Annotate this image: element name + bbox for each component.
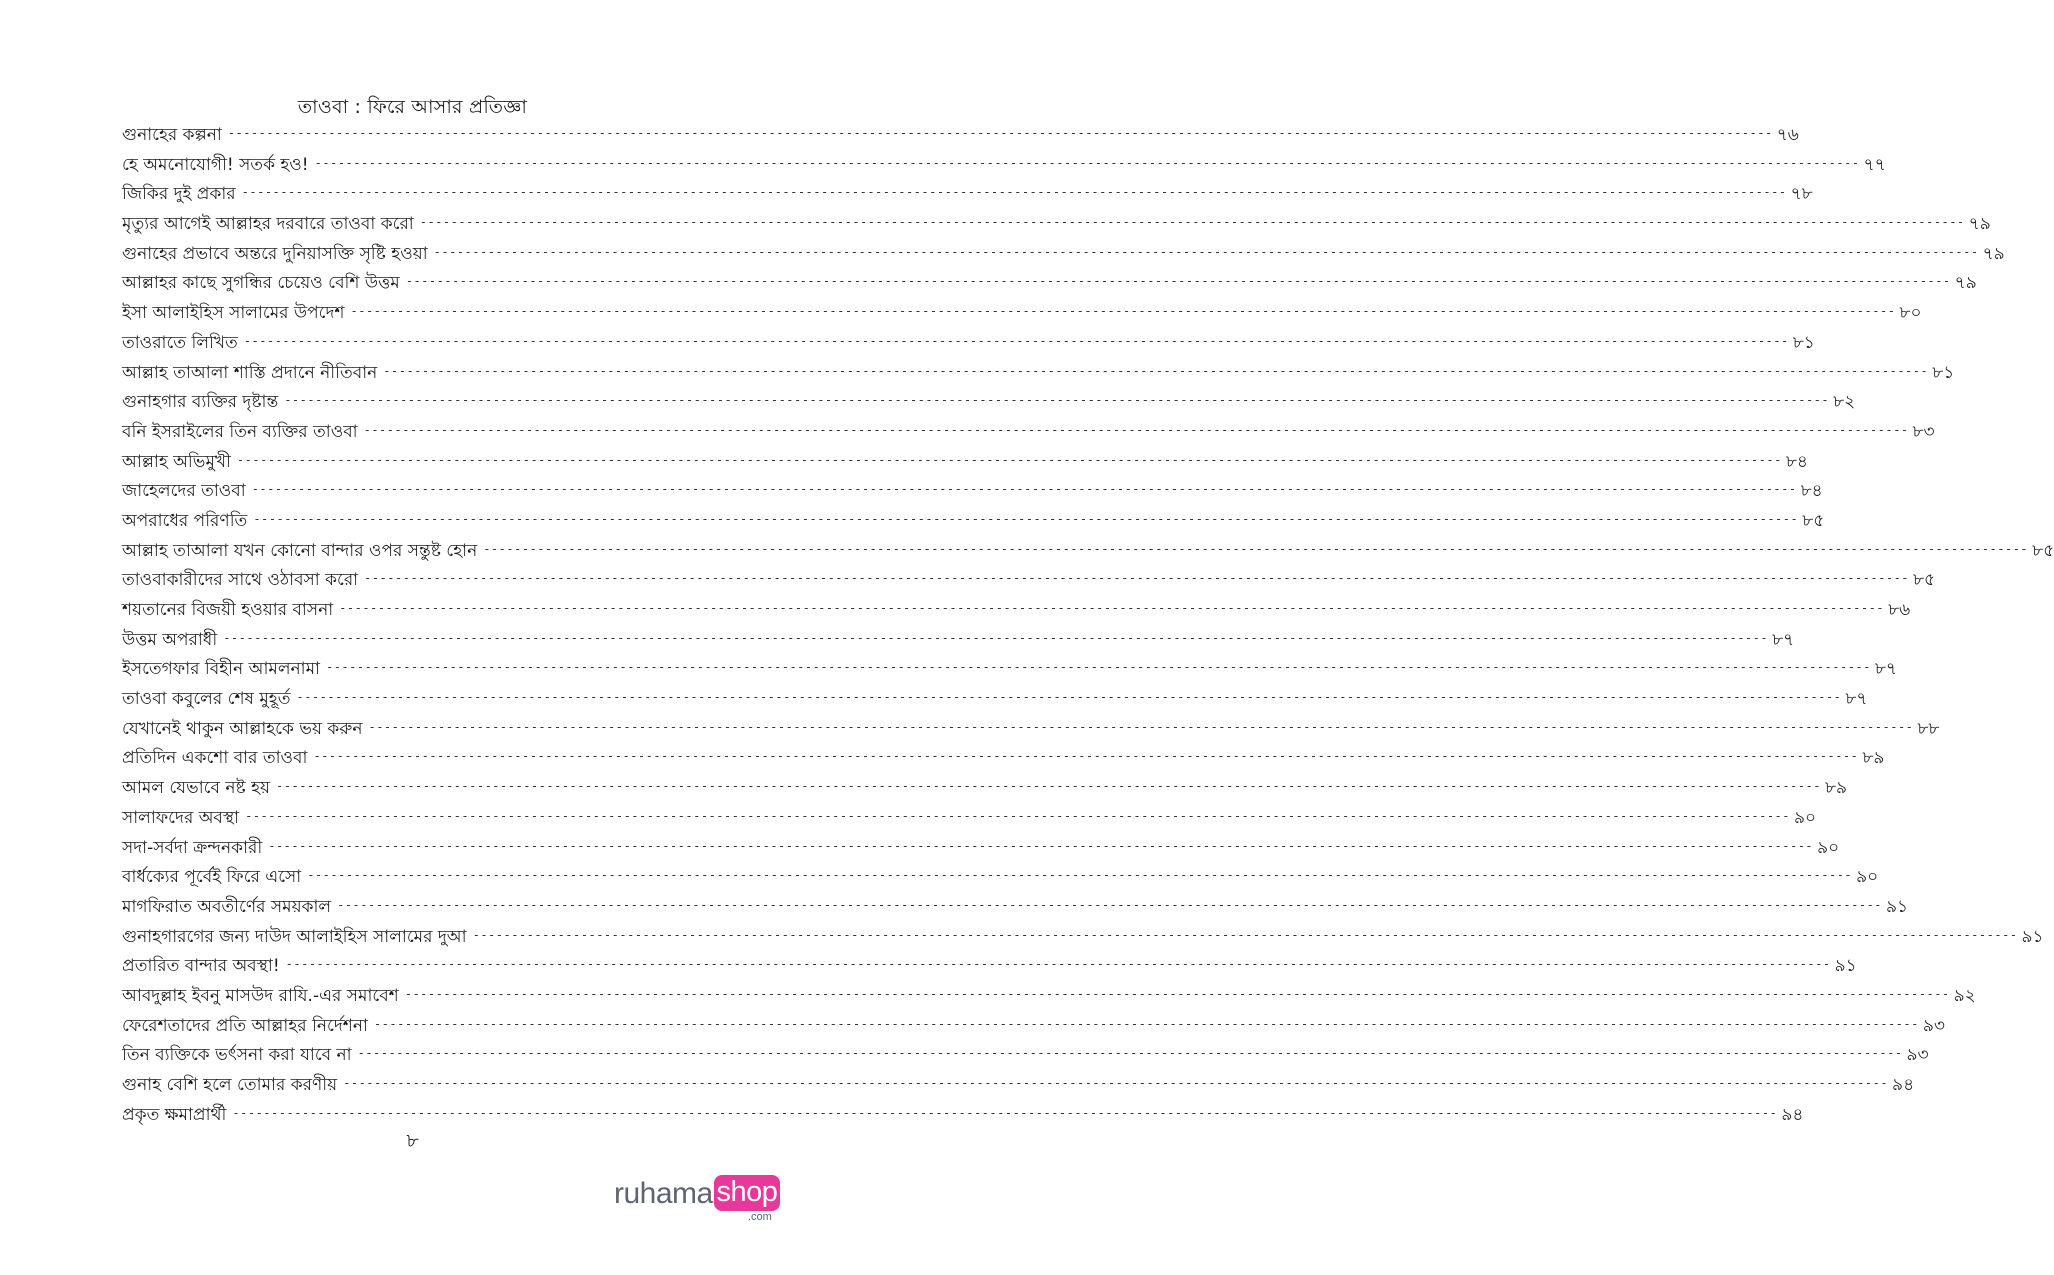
toc-entry-title: হে অমনোযোগী! সতর্ক হও! [122,154,309,175]
toc-entry-title: বার্ধক্যের পূর্বেই ফিরে এসো [122,867,302,888]
toc-entry-title: আমল যেভাবে নষ্ট হয় [122,778,271,799]
toc-entry-page: ৮১ [1792,332,1815,353]
toc-entry-title: প্রতিদিন একশো বার তাওবা [122,748,308,769]
toc-entry-title: শয়তানের বিজয়ী হওয়ার বাসনা [122,600,334,620]
toc-dot-leader: -------------------------------------------------------------------------------------------------------------------------------------------------------------------------------------------------------- [337,897,1883,912]
toc-dot-leader: -------------------------------------------------------------------------------------------------------------------------------------------------------------------------------------------------------- [433,244,1979,259]
toc-entry [122,924,2044,954]
toc-entry-page: ৯১ [1834,956,1857,977]
toc-dot-leader: -------------------------------------------------------------------------------------------------------------------------------------------------------------------------------------------------------- [236,452,1782,467]
toc-dot-leader: -------------------------------------------------------------------------------------------------------------------------------------------------------------------------------------------------------- [227,126,1773,140]
toc-entry-page: ৭৯ [1954,273,1977,294]
logo-shop-badge: shop [714,1175,780,1211]
toc-dot-leader: -------------------------------------------------------------------------------------------------------------------------------------------------------------------------------------------------------- [483,541,2029,556]
toc-entry-title: প্রতারিত বান্দার অবস্থা! [122,956,280,977]
toc-dot-leader: -------------------------------------------------------------------------------------------------------------------------------------------------------------------------------------------------------- [357,1046,1903,1061]
toc-entry [122,1072,1915,1102]
toc-entry [122,181,1813,211]
toc-entry-page: ৭৭ [1863,154,1886,175]
toc-entry-title: আল্লাহ অভিমুখী [122,451,231,472]
toc-dot-leader: -------------------------------------------------------------------------------------------------------------------------------------------------------------------------------------------------------- [314,155,1860,170]
toc-entry-page: ৯১ [1886,896,1909,917]
toc-entry-page: ৮৬ [1888,600,1911,620]
toc-entry-title: আল্লাহর কাছে সুগন্ধির চেয়েও বেশি উত্তম [122,273,400,294]
toc-entry [122,894,1909,924]
toc-dot-leader: -------------------------------------------------------------------------------------------------------------------------------------------------------------------------------------------------------- [284,393,1830,408]
toc-dot-leader: -------------------------------------------------------------------------------------------------------------------------------------------------------------------------------------------------------- [373,1016,1919,1031]
ruhama-shop-logo [614,1175,784,1225]
toc-dot-leader: -------------------------------------------------------------------------------------------------------------------------------------------------------------------------------------------------------- [241,185,1787,200]
toc-entry [122,478,1823,508]
toc-entry-title: অপরাধের পরিণতি [122,510,248,531]
toc-entry [122,1013,1945,1043]
toc-dot-leader: -------------------------------------------------------------------------------------------------------------------------------------------------------------------------------------------------------- [296,690,1842,705]
toc-entry-title: ইসতেগফার বিহীন আমলনামা [122,659,320,680]
toc-entry-title: প্রকৃত ক্ষমাপ্রার্থী [122,1104,227,1125]
toc-entry-page: ৮৫ [1802,510,1825,531]
toc-entry [122,864,1879,894]
toc-entry [122,211,1991,241]
toc-entry-title: তিন ব্যক্তিকে ভর্ৎসনা করা যাবে না [122,1045,352,1066]
toc-dot-leader: -------------------------------------------------------------------------------------------------------------------------------------------------------------------------------------------------------- [268,838,1814,853]
toc-entry-title: যেখানেই থাকুন আল্লাহকে ভয় করুন [122,718,363,739]
toc-entry [122,360,1955,390]
toc-entry-title: গুনাহ বেশি হলে তোমার করণীয় [122,1075,338,1095]
toc-entry-page: ৯৪ [1892,1075,1915,1095]
toc-dot-leader: -------------------------------------------------------------------------------------------------------------------------------------------------------------------------------------------------------- [350,304,1896,319]
toc-entry-page: ৯৩ [1906,1045,1929,1066]
toc-entry-title: মৃত্যুর আগেই আল্লাহর দরবারে তাওবা করো [122,214,414,235]
toc-dot-leader: -------------------------------------------------------------------------------------------------------------------------------------------------------------------------------------------------------- [243,333,1789,348]
toc-entry-page: ৮৯ [1824,778,1847,799]
toc-dot-leader: -------------------------------------------------------------------------------------------------------------------------------------------------------------------------------------------------------- [232,1105,1778,1120]
toc-entry-title: আল্লাহ তাআলা শাস্তি প্রদানে নীতিবান [122,362,378,383]
toc-dot-leader: -------------------------------------------------------------------------------------------------------------------------------------------------------------------------------------------------------- [285,957,1831,972]
toc-entry [122,152,1886,182]
toc-entry [122,270,1977,300]
toc-dot-leader: -------------------------------------------------------------------------------------------------------------------------------------------------------------------------------------------------------- [245,808,1790,823]
toc-entry [122,686,1868,716]
toc-entry-page: ৮২ [1833,392,1856,413]
toc-entry-title: তাওবাকারীদের সাথে ওঠাবসা করো [122,570,359,591]
toc-dot-leader: -------------------------------------------------------------------------------------------------------------------------------------------------------------------------------------------------------- [223,630,1769,645]
toc-dot-leader: -------------------------------------------------------------------------------------------------------------------------------------------------------------------------------------------------------- [363,422,1909,437]
toc-entry [122,983,1976,1013]
toc-entry-page: ৮৫ [2032,540,2054,561]
toc-entry-title: মাগফিরাত অবতীর্ণের সময়কাল [122,896,332,917]
toc-dot-leader: -------------------------------------------------------------------------------------------------------------------------------------------------------------------------------------------------------- [339,601,1885,615]
toc-entry [122,953,1857,983]
toc-entry [122,775,1847,805]
toc-dot-leader: -------------------------------------------------------------------------------------------------------------------------------------------------------------------------------------------------------- [251,482,1797,497]
logo-ruhama-text: ruhama [614,1177,713,1210]
toc-entry [122,122,1799,152]
toc-entry-title: গুনাহগারগের জন্য দাউদ আলাইহিস সালামের দুআ [122,926,467,947]
toc-dot-leader: -------------------------------------------------------------------------------------------------------------------------------------------------------------------------------------------------------- [405,274,1951,289]
table-of-contents [122,122,2054,1131]
toc-entry [122,835,1840,865]
toc-entry-page: ৮০ [1899,303,1922,324]
toc-entry [122,300,1922,330]
toc-entry-page: ৭৯ [1982,243,2005,264]
toc-entry-title: গুনাহের কল্পনা [122,125,222,145]
toc-entry [122,241,2005,271]
toc-entry [122,627,1795,657]
toc-entry [122,419,1935,449]
toc-entry [122,389,1856,419]
toc-entry-title: সালাফদের অবস্থা [122,807,240,828]
toc-entry-title: গুনাহগার ব্যক্তির দৃষ্টান্ত [122,392,279,413]
toc-entry-page: ৮৪ [1800,481,1823,502]
toc-entry-title: জাহেলদের তাওবা [122,481,246,502]
toc-entry-title: তাওরাতে লিখিত [122,332,238,353]
toc-entry-page: ৯১ [2021,926,2044,947]
toc-dot-leader: -------------------------------------------------------------------------------------------------------------------------------------------------------------------------------------------------------- [313,749,1859,764]
toc-entry-title: ইসা আলাইহিস সালামের উপদেশ [122,303,345,324]
toc-entry-page: ৯৪ [1781,1104,1804,1125]
toc-entry-page: ৮৮ [1917,718,1940,739]
running-header: তাওবা : ফিরে আসার প্রতিজ্ঞা [297,96,528,118]
toc-entry-title: সদা-সর্বদা ক্রন্দনকারী [122,837,263,858]
toc-entry-page: ৭৯ [1968,214,1991,235]
toc-entry-title: তাওবা কবুলের শেষ মুহূর্ত [122,689,291,710]
toc-entry-title: আল্লাহ তাআলা যখন কোনো বান্দার ওপর সন্তুষ্ট হোন [122,540,478,561]
toc-dot-leader: -------------------------------------------------------------------------------------------------------------------------------------------------------------------------------------------------------- [419,215,1965,230]
toc-entry-page: ৮৩ [1912,421,1935,442]
toc-entry-page: ৮৭ [1874,659,1897,680]
toc-entry-page: ৮৪ [1785,451,1808,472]
toc-dot-leader: -------------------------------------------------------------------------------------------------------------------------------------------------------------------------------------------------------- [368,719,1914,734]
toc-entry [122,1042,1929,1072]
toc-entry-page: ৮১ [1932,362,1955,383]
toc-entry [122,538,2054,568]
toc-entry-title: উত্তম অপরাধী [122,629,218,650]
toc-entry [122,508,1825,538]
toc-dot-leader: -------------------------------------------------------------------------------------------------------------------------------------------------------------------------------------------------------- [383,363,1929,378]
toc-entry-title: ফেরেশতাদের প্রতি আল্লাহর নির্দেশনা [122,1015,368,1036]
toc-entry-page: ৮৭ [1772,629,1795,650]
toc-entry [122,656,1897,686]
toc-entry-page: ৮৭ [1845,689,1868,710]
toc-dot-leader: -------------------------------------------------------------------------------------------------------------------------------------------------------------------------------------------------------- [472,927,2018,942]
toc-entry [122,745,1885,775]
toc-entry-page: ৮৯ [1862,748,1885,769]
toc-entry-page: ৯২ [1953,985,1976,1006]
toc-entry [122,567,1936,597]
toc-dot-leader: -------------------------------------------------------------------------------------------------------------------------------------------------------------------------------------------------------- [364,571,1910,586]
logo-domain-text: .com [748,1211,772,1223]
page-number: ৮ [406,1130,419,1152]
toc-entry-title: আবদুল্লাহ ইবনু মাসউদ রাযি.-এর সমাবেশ [122,985,399,1006]
toc-entry-title: জিকির দুই প্রকার [122,184,236,205]
toc-entry [122,330,1815,360]
toc-entry [122,716,1940,746]
toc-entry-page: ৭৮ [1790,184,1813,205]
toc-dot-leader: -------------------------------------------------------------------------------------------------------------------------------------------------------------------------------------------------------- [276,779,1821,794]
toc-dot-leader: -------------------------------------------------------------------------------------------------------------------------------------------------------------------------------------------------------- [325,660,1871,675]
toc-entry [122,449,1808,479]
toc-dot-leader: -------------------------------------------------------------------------------------------------------------------------------------------------------------------------------------------------------- [253,511,1799,526]
toc-entry-page: ৯০ [1817,837,1840,858]
toc-entry-title: গুনাহের প্রভাবে অন্তরে দুনিয়াসক্তি সৃষ্টি হওয়া [122,243,428,264]
toc-entry-page: ৯০ [1794,807,1817,828]
toc-dot-leader: -------------------------------------------------------------------------------------------------------------------------------------------------------------------------------------------------------- [404,986,1950,1001]
toc-entry-page: ৮৫ [1913,570,1936,591]
toc-entry [122,805,1817,835]
toc-entry-page: ৯০ [1856,867,1879,888]
toc-entry-page: ৯৩ [1922,1015,1945,1036]
toc-dot-leader: -------------------------------------------------------------------------------------------------------------------------------------------------------------------------------------------------------- [343,1076,1889,1090]
toc-entry-title: বনি ইসরাইলের তিন ব্যক্তির তাওবা [122,421,358,442]
toc-dot-leader: -------------------------------------------------------------------------------------------------------------------------------------------------------------------------------------------------------- [307,868,1853,883]
toc-entry-page: ৭৬ [1776,125,1799,145]
toc-entry [122,597,1911,627]
